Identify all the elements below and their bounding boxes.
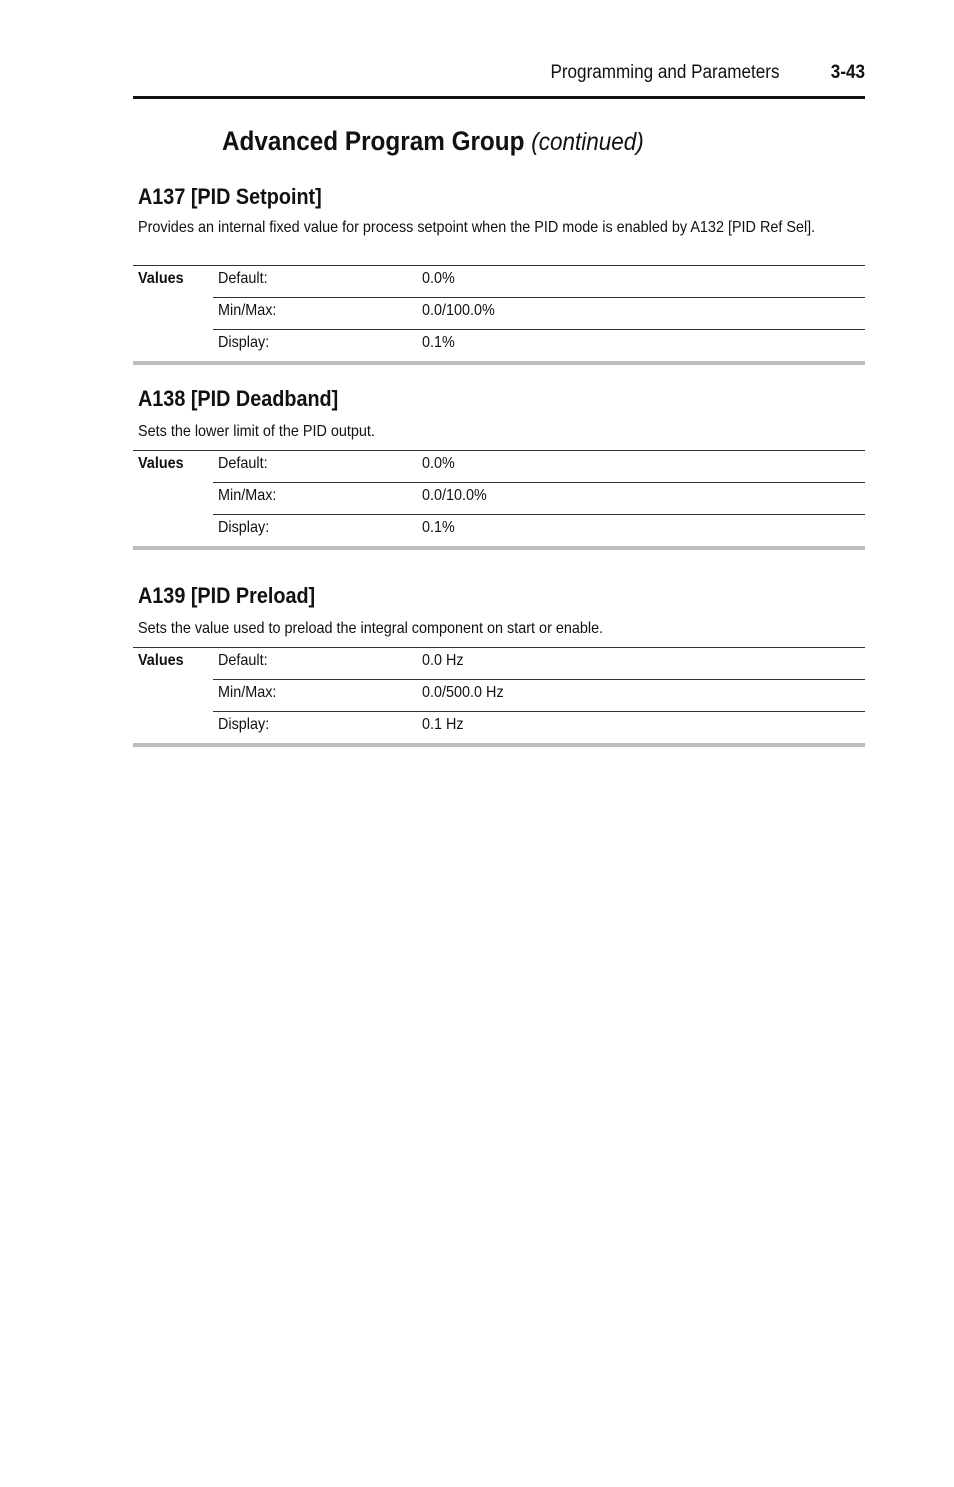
param-description: Sets the lower limit of the PID output. [138, 423, 375, 440]
group-title [222, 126, 644, 157]
value-row-display [213, 514, 865, 546]
value-row-default [213, 266, 865, 297]
value-key: Default: [218, 270, 268, 287]
value-value: 0.0% [422, 455, 455, 472]
value-row-minmax [213, 679, 865, 711]
value-value: 0.0% [422, 270, 455, 287]
value-value: 0.0 Hz [422, 652, 464, 669]
value-row-display [213, 711, 865, 743]
param-title: A139 [PID Preload] [138, 583, 316, 608]
value-key: Min/Max: [218, 487, 277, 504]
values-table [133, 450, 865, 550]
page-header [133, 60, 865, 99]
value-key: Display: [218, 716, 270, 733]
value-value: 0.0/10.0% [422, 487, 487, 504]
value-key: Default: [218, 455, 268, 472]
header-section-title: Programming and Parameters [549, 62, 779, 83]
value-value: 0.1% [422, 519, 455, 536]
value-key: Min/Max: [218, 684, 277, 701]
value-value: 0.0/100.0% [422, 302, 495, 319]
value-key: Min/Max: [218, 302, 277, 319]
values-table [133, 647, 865, 747]
values-label: Values [138, 270, 184, 287]
value-value: 0.1% [422, 334, 455, 351]
param-description: Sets the value used to preload the integral component on start or enable. [138, 620, 604, 637]
value-key: Display: [218, 519, 270, 536]
value-value: 0.0/500.0 Hz [422, 684, 504, 701]
param-title: A137 [PID Setpoint] [138, 184, 322, 209]
param-a139 [133, 583, 865, 747]
value-row-display [213, 329, 865, 361]
value-key: Display: [218, 334, 270, 351]
values-table [133, 265, 865, 365]
value-row-default [213, 648, 865, 679]
value-row-minmax [213, 297, 865, 329]
value-row-minmax [213, 482, 865, 514]
value-value: 0.1 Hz [422, 716, 464, 733]
value-key: Default: [218, 652, 268, 669]
param-a137 [133, 184, 865, 365]
param-a138 [133, 386, 865, 550]
group-title-continued: (continued) [531, 128, 644, 156]
group-title-text: Advanced Program Group [222, 126, 525, 156]
values-label: Values [138, 652, 184, 669]
value-row-default [213, 451, 865, 482]
values-label: Values [138, 455, 184, 472]
page-number: 3-43 [830, 62, 865, 83]
param-title: A138 [PID Deadband] [138, 386, 339, 411]
param-description: Provides an internal fixed value for process setpoint when the PID mode is enabled by A132 [PID Ref Sel]. [138, 219, 816, 236]
